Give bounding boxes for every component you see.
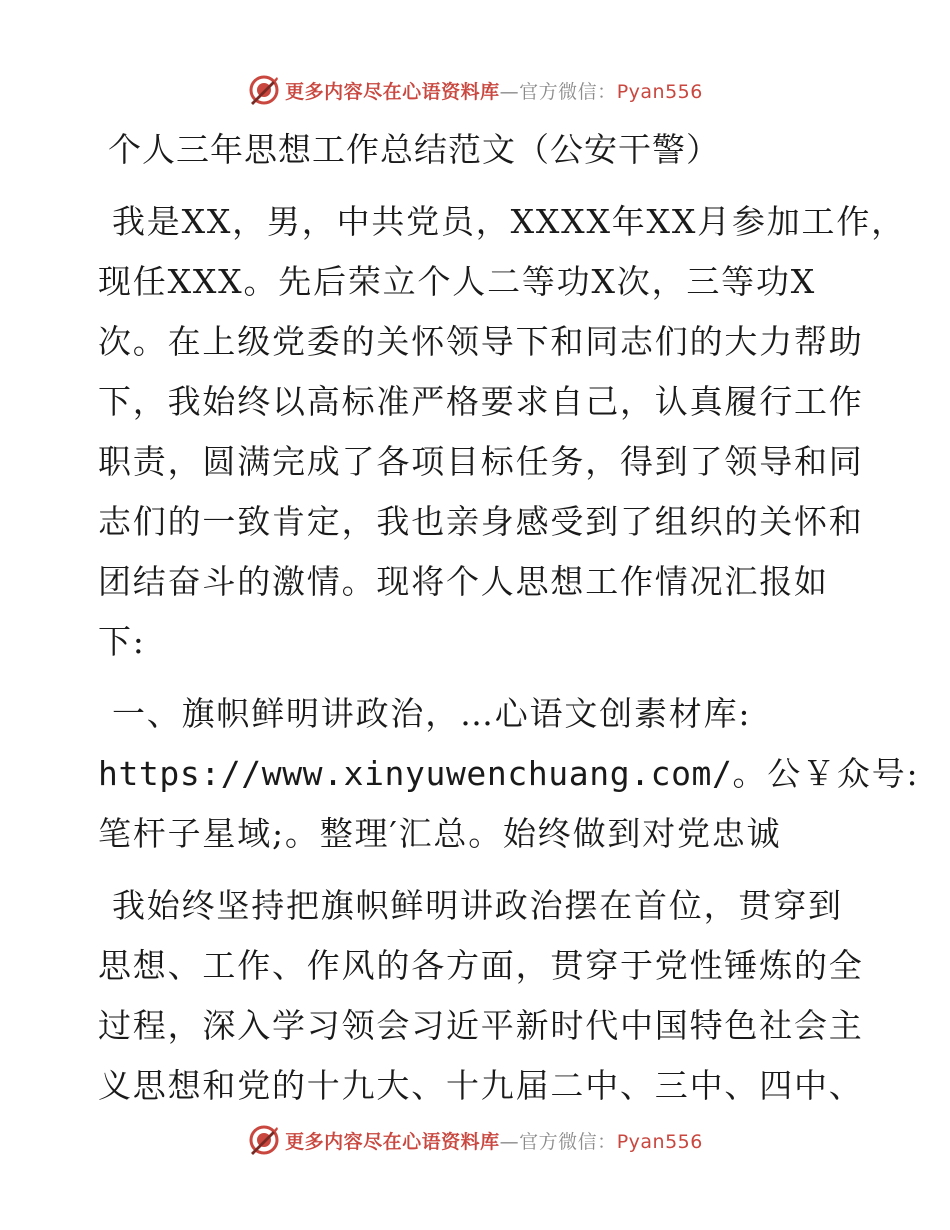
paragraph-line: 现任XXX。先后荣立个人二等功X次，三等功X [98,262,817,301]
banner-wechat-id: Pyan556 [616,1130,703,1153]
banner-text [285,1127,703,1154]
section-heading-url-line [98,744,920,804]
section-heading-1 [98,684,920,864]
paragraph-line: 团结奋斗的激情。现将个人思想工作情况汇报如 [98,562,829,601]
document-body [98,120,920,1116]
paragraph-line: 下: [98,622,146,661]
banner-official-text: —官方微信： [499,1130,617,1153]
paragraph-line: 职责，圆满完成了各项目标任务，得到了领导和同 [98,442,864,481]
pen-logo-icon [247,73,281,107]
section-heading-line: 一、旗帜鲜明讲政治，…心语文创素材库: [112,694,752,733]
paragraph-line: 我始终坚持把旗帜鲜明讲政治摆在首位，贯穿到 [112,886,843,925]
banner-wechat-id: Pyan556 [616,80,703,103]
banner-text [285,77,703,104]
banner-main-text: 更多内容尽在心语资料库 [285,80,500,103]
section-heading-line: 笔杆子星域;。整理′汇总。始终做到对党忠诚 [98,814,782,853]
paragraph-line: 志们的一致肯定，我也亲身感受到了组织的关怀和 [98,502,864,541]
body-paragraph-2 [98,876,864,1116]
intro-paragraph [98,192,906,672]
paragraph-line: 我是XX，男，中共党员，XXXX年XX月参加工作， [112,202,906,241]
paragraph-line: 下，我始终以高标准严格要求自己，认真履行工作 [98,382,864,421]
header-banner [0,70,950,110]
paragraph-line: 义思想和党的十九大、十九届二中、三中、四中、 [98,1066,864,1105]
footer-banner [0,1120,950,1160]
source-url-link[interactable]: https://www.xinyuwenchuang.com/ [98,754,733,793]
banner-main-text: 更多内容尽在心语资料库 [285,1130,500,1153]
section-heading-url-suffix: 。公￥众号: [732,754,920,793]
paragraph-line: 过程，深入学习领会习近平新时代中国特色社会主 [98,1006,864,1045]
paragraph-line: 思想、工作、作风的各方面，贯穿于党性锤炼的全 [98,946,864,985]
document-title: 个人三年思想工作总结范文（公安干警） [108,130,720,169]
pen-logo-icon [247,1123,281,1157]
paragraph-line: 次。在上级党委的关怀领导下和同志们的大力帮助 [98,322,864,361]
banner-official-text: —官方微信： [499,80,617,103]
